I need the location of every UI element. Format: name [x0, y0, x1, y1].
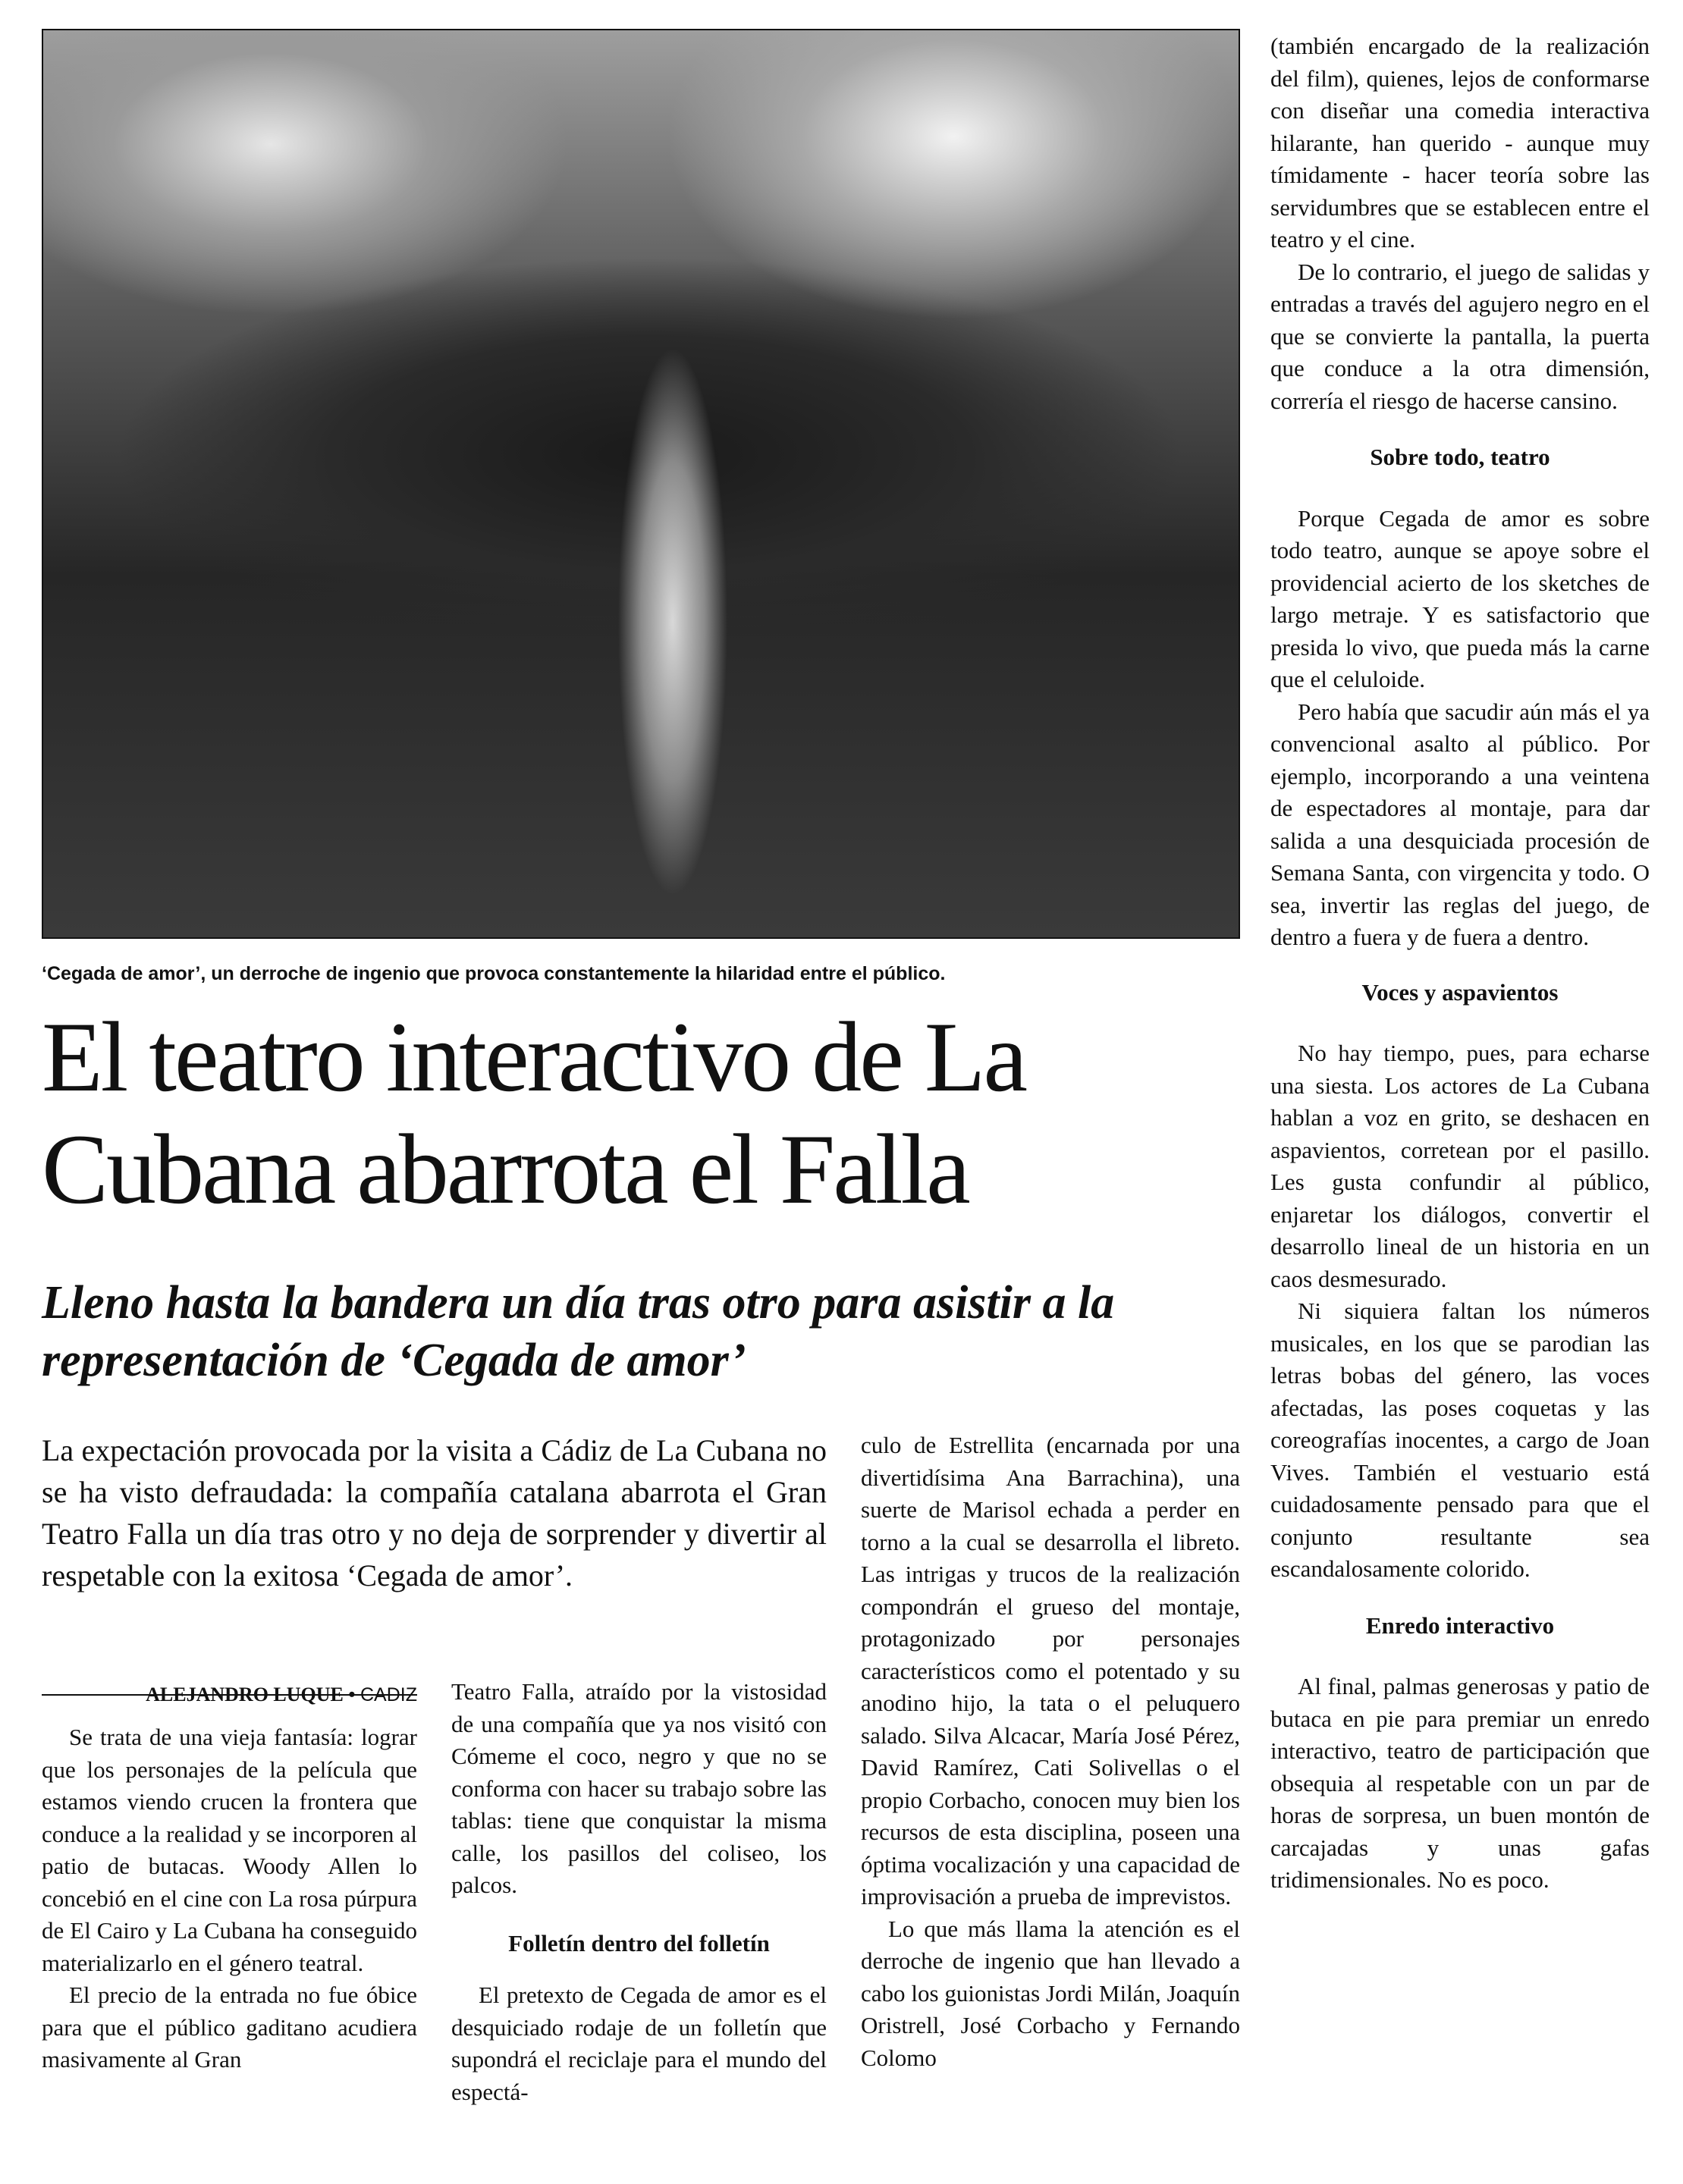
paragraph: Ni siquiera faltan los números musicales, en los que se parodian las letras bobas del género, las voces afectadas, las poses coquetas y las coreografías inocentes, a cargo de Joan Vives. También el vestuario está cuidadosamente pensado para que el conjunto resultante sea escandalosamente colorido.	[1270, 1298, 1650, 1582]
photo-caption: ‘Cegada de amor’, un derroche de ingenio que provoca constantemente la hilaridad entre el público.	[42, 963, 946, 984]
byline-place: CADIZ	[360, 1684, 417, 1705]
paragraph: Se trata de una vieja fantasía: lograr que los personajes de la película que estamos viendo crucen la frontera que conduce a la realidad y se incorporen al patio de butacas. Woody Allen lo concebió en el cine con La rosa púrpura de El Cairo y La Cubana ha conseguido materializarlo en el género teatral.	[42, 1724, 417, 1976]
paragraph: El precio de la entrada no fue óbice para que el público gaditano acudiera masivamente al Gran	[42, 1982, 417, 2073]
paragraph: No hay tiempo, pues, para echarse una siesta. Los actores de La Cubana hablan a voz en grito, se deshacen en aspavientos, corretean por el pasillo. Les gusta confundir al público, enjaretar los diálogos, convertir el desarrollo lineal de un historia en un caos desmesurado.	[1270, 1040, 1650, 1292]
column-4	[1270, 30, 1650, 1897]
column-2	[451, 1676, 827, 2108]
column-3	[861, 1429, 1240, 2074]
column-1	[42, 1721, 417, 2076]
section-heading: Sobre todo, teatro	[1370, 444, 1550, 470]
byline-author: ALEJANDRO LUQUE	[146, 1684, 344, 1705]
headline: El teatro interactivo de La Cubana abarrota el Falla	[42, 1001, 1026, 1225]
paragraph: Lo que más llama la atención es el derroche de ingenio que han llevado a cabo los guionistas Jordi Milán, Joaquín Oristrell, José Corbacho y Fernando Colomo	[861, 1915, 1240, 2071]
section-heading: Voces y aspavientos	[1361, 978, 1559, 1006]
section-heading: Folletín dentro del folletín	[508, 1929, 770, 1956]
paragraph: El pretexto de Cegada de amor es el desquiciado rodaje de un folletín que supondrá el reciclaje para el mundo del espectá-	[451, 1982, 827, 2105]
article-photo	[42, 29, 1240, 939]
byline-separator: •	[348, 1684, 356, 1705]
lead-paragraph: La expectación provocada por la visita a Cádiz de La Cubana no se ha visto defraudada: la compañía catalana abarrota el Gran Teatro Falla un día tras otro y no deja de sorprender y divertir al respetable con la exitosa ‘Cegada de amor’.	[42, 1433, 827, 1592]
section-heading: Enredo interactivo	[1365, 1611, 1555, 1639]
paragraph: Teatro Falla, atraído por la vistosidad de una compañía que ya nos visitó con Cómeme el coco, negro y que no se conforma con hacer su trabajo sobre las tablas: tiene que conquistar la misma calle, los pasillos del coliseo, los palcos.	[451, 1678, 827, 1898]
paragraph: culo de Estrellita (encarnada por una divertidísima Ana Barrachina), una suerte de Marisol echada a perder en torno a la cual se desarrolla el libreto. Las intrigas y trucos de la realización compondrán el grueso del montaje, protagonizado por personajes característicos como el potentado y su anodino hijo, la tata o el peluquero salado. Silva Alcacar, María José Pérez, David Ramírez, Cati Solivellas o el propio Corbacho, conocen muy bien los recursos de esta disciplina, poseen una óptima vocalización y una capacidad de improvisación a prueba de imprevistos.	[861, 1432, 1240, 1909]
paragraph: Pero había que sacudir aún más el ya convencional asalto al público. Por ejemplo, incorporando a una veintena de espectadores al montaje, para dar salida a una desquiciada procesión de Semana Santa, con virgencita y todo. O sea, invertir las reglas del juego, de dentro a fuera y de fuera a dentro.	[1270, 698, 1650, 950]
paragraph: De lo contrario, el juego de salidas y entradas a través del agujero negro en el que se convierte la pantalla, la puerta que conduce a la otra dimensión, correría el riesgo de hacerse cansino.	[1270, 258, 1650, 414]
paragraph: (también encargado de la realización del film), quienes, lejos de conformarse con diseñar una comedia interactiva hilarante, han querido - aunque muy tímidamente - hacer teoría sobre las servidumbres que se establecen entre el teatro y el cine.	[1270, 33, 1650, 253]
paragraph: Porque Cegada de amor es sobre todo teatro, aunque se apoye sobre el providencial acierto de los sketches de largo metraje. Y es satisfactorio que presida lo vivo, que pueda más la carne que el celuloide.	[1270, 504, 1650, 692]
byline	[42, 1684, 417, 1706]
paragraph: Al final, palmas generosas y patio de butaca en pie para premiar un enredo interactivo, teatro de participación que obsequia al respetable con un par de horas de sorpresa, un buen montón de carcajadas y unas gafas tridimensionales. No es poco.	[1270, 1673, 1650, 1893]
subheadline: Lleno hasta la bandera un día tras otro para asistir a la representación de ‘Cegada de amor’	[42, 1277, 1115, 1386]
